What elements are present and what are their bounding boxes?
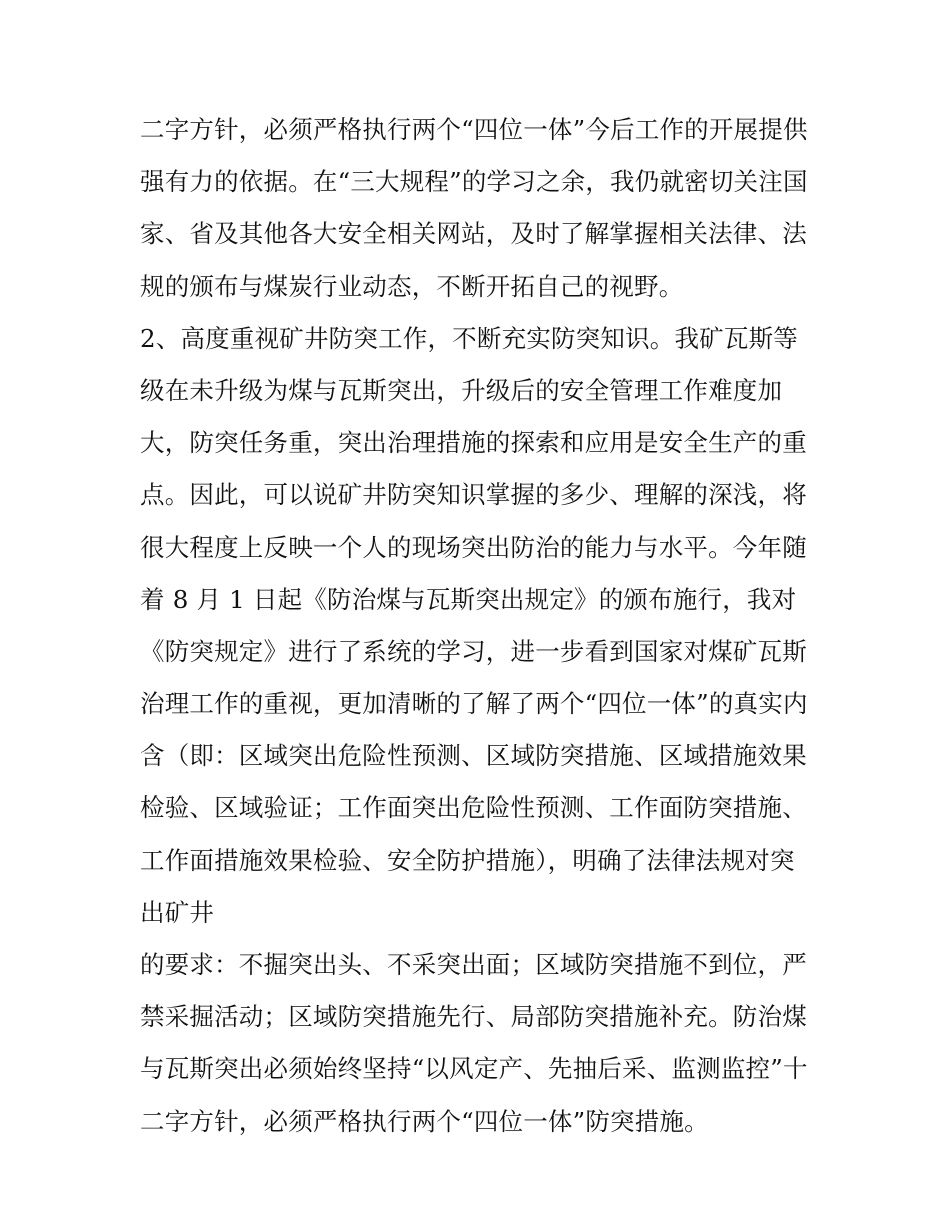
text-line: 家、省及其他各大安全相关网站，及时了解掌握相关法律、法 (140, 219, 807, 249)
text-line: 规的颁布与煤炭行业动态，不断开拓自己的视野。 (140, 271, 684, 301)
text-line: 含（即：区域突出危险性预测、区域防突措施、区域措施效果 (140, 741, 807, 771)
text-line: 工作面措施效果检验、安全防护措施），明确了法律法规对突 (140, 845, 795, 875)
text-line: 点。因此，可以说矿井防突知识掌握的多少、理解的深浅，将 (140, 480, 807, 510)
text-line: 着 8 月 1 日起《防治煤与瓦斯突出规定》的颁布施行，我对 (140, 584, 797, 614)
document-body (140, 104, 820, 1148)
text-line: 《防突规定》进行了系统的学习，进一步看到国家对煤矿瓦斯 (140, 636, 807, 666)
text-line: 禁采掘活动；区域防突措施先行、局部防突措施补充。防治煤 (140, 1002, 807, 1032)
text-line: 强有力的依据。在“三大规程”的学习之余，我仍就密切关注国 (140, 167, 808, 197)
text-line: 2、高度重视矿井防突工作，不断充实防突知识。我矿瓦斯等 (140, 323, 798, 353)
text-line: 检验、区域验证；工作面突出危险性预测、工作面防突措施、 (140, 793, 807, 823)
text-line: 治理工作的重视，更加清晰的了解了两个“四位一体”的真实内 (140, 689, 808, 719)
text-line: 二字方针，必须严格执行两个“四位一体”防突措施。 (140, 1106, 709, 1136)
text-line: 的要求：不掘突出头、不采突出面；区域防突措施不到位，严 (140, 950, 807, 979)
text-line: 二字方针，必须严格执行两个“四位一体”今后工作的开展提供 (140, 115, 808, 144)
text-line: 出矿井 (140, 897, 215, 927)
text-line: 大，防突任务重，突出治理措施的探索和应用是安全生产的重 (140, 428, 807, 458)
text-line: 与瓦斯突出必须始终坚持“以风定产、先抽后采、监测监控”十 (140, 1054, 808, 1084)
text-line: 级在未升级为煤与瓦斯突出，升级后的安全管理工作难度加 (140, 375, 783, 405)
text-line: 很大程度上反映一个人的现场突出防治的能力与水平。今年随 (140, 532, 807, 562)
